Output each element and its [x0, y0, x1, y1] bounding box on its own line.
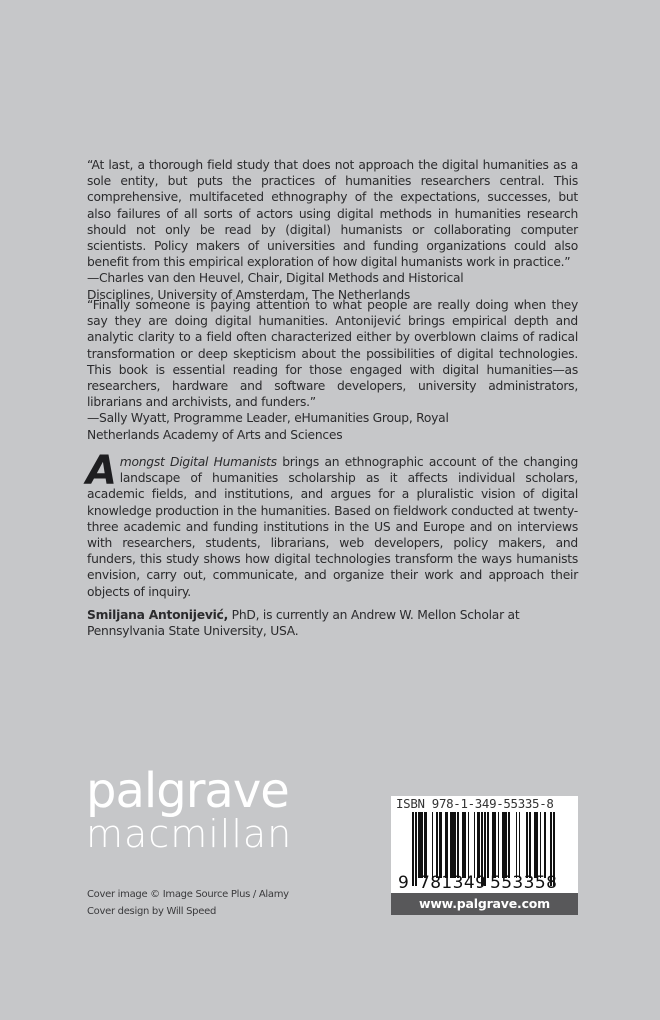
isbn-barcode: [391, 796, 578, 915]
logo-line-macmillan: macmillan: [86, 812, 293, 856]
author-bio: [87, 607, 578, 639]
book-title: mongst Digital Humanists: [119, 455, 277, 469]
drop-cap: A: [86, 448, 117, 494]
cover-credits: [87, 886, 289, 920]
description-body: brings an ethnographic account of the changing landscape of humanities scholarship as it affects individual scholars, academic fields, and institutions, and argues for a pluralistic vision of digital knowledge production in the humanities. Based on fieldwork conducted at twenty-three academic and funding institutions in the US and Europe and on interviews with researchers, students, librarians, web developers, policy makers, and funders, this study shows how digital technologies transform the ways humanists envision, carry out, communicate, and organize their work and approach their objects of inquiry.: [87, 455, 579, 599]
ean-digits: [396, 874, 576, 892]
endorsement-quote: “At last, a thorough field study that does not approach the digital humanities as a sole entity, but puts the practices of humanities researchers central. This comprehensive, multifaceted ethnography of the expectations, successes, but also failures of all sorts of actors using digital methods in humanities research should not only be read by (digital) humanists or collaborating computer scientists. Policy makers of universities and funding organizations could also benefit from this empirical exploration of how digital humanists work in practice.”: [87, 158, 578, 270]
endorsement-1: [87, 157, 578, 303]
ean-first-digit: 9: [398, 873, 409, 893]
endorsement-2: [87, 297, 578, 443]
barcode-panel: [391, 796, 578, 893]
attribution-line: —Sally Wyatt, Programme Leader, eHumanities Group, Royal: [87, 411, 449, 426]
cover-image-credit: Cover image © Image Source Plus / Alamy: [87, 889, 289, 900]
publisher-url: www.palgrave.com: [391, 893, 578, 915]
author-name: Smiljana Antonijević,: [87, 608, 229, 622]
ean-right-digits: 553358: [490, 873, 558, 893]
publisher-logo: [86, 763, 293, 856]
author-bio-text: PhD, is currently an Andrew W. Mellon Scholar at Pennsylvania State University, USA.: [87, 608, 520, 639]
attribution-line: Disciplines, University of Amsterdam, The Netherlands: [87, 287, 411, 302]
isbn-label: ISBN 978-1-349-55335-8: [396, 796, 554, 811]
barcode-bars: [412, 812, 555, 878]
endorsement-attribution: [87, 410, 578, 442]
attribution-line: —Charles van den Heuvel, Chair, Digital Methods and Historical: [87, 271, 464, 286]
attribution-line: Netherlands Academy of Arts and Sciences: [87, 427, 343, 442]
book-description: [86, 448, 579, 600]
ean-left-digits: 781349: [419, 873, 487, 893]
endorsement-quote: “Finally someone is paying attention to what people are really doing when they say they are doing digital humanities. Antonijević brings empirical depth and analytic clarity to a field often characterized either by overblown claims of radical transformation or deep skepticism about the possibilities of digital technologies. This book is essential reading for those engaged with digital humanities—as researchers, hardware and software developers, university administrators, librarians and archivists, and funders.”: [87, 298, 578, 410]
cover-design-credit: Cover design by Will Speed: [87, 906, 216, 917]
logo-line-palgrave: palgrave: [86, 763, 289, 819]
